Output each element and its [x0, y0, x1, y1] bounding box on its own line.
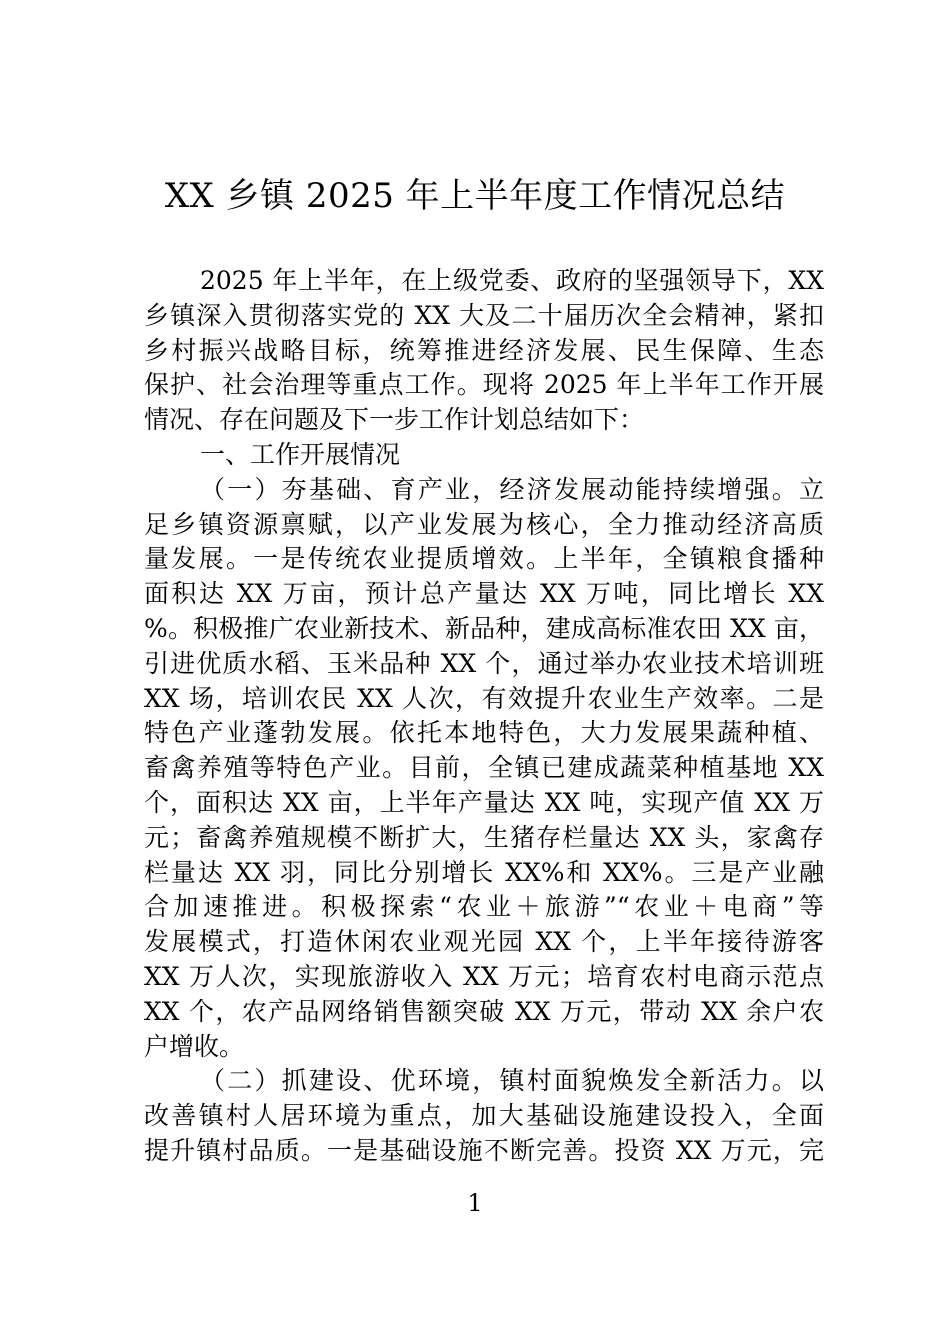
text-line: 乡村振兴战略目标，统筹推进经济发展、民生保障、生态	[144, 335, 824, 365]
document-title: XX 乡镇 2025 年上半年度工作情况总结	[164, 176, 786, 216]
section-heading: 一、工作开展情况	[200, 439, 401, 469]
text-line: 面积达 XX 万亩，预计总产量达 XX 万吨，同比增长 XX	[144, 579, 824, 609]
text-line: 改善镇村人居环境为重点，加大基础设施建设投入，全面	[144, 1101, 824, 1131]
text-line: 乡镇深入贯彻落实党的 XX 大及二十届历次全会精神，紧扣	[144, 300, 824, 330]
text-line: XX 场，培训农民 XX 人次，有效提升农业生产效率。二是	[144, 683, 824, 713]
text-line: 足乡镇资源禀赋，以产业发展为核心，全力推动经济高质	[144, 509, 824, 539]
text-line: 提升镇村品质。一是基础设施不断完善。投资 XX 万元，完	[144, 1135, 824, 1165]
text-line: 特色产业蓬勃发展。依托本地特色，大力发展果蔬种植、	[144, 718, 824, 748]
text-line: 合加速推进。积极探索“农业＋旅游”“农业＋电商”等	[144, 892, 824, 922]
page-number: 1	[467, 1189, 483, 1217]
text-line: %。积极推广农业新技术、新品种，建成高标准农田 XX 亩，	[144, 613, 824, 643]
subsection-heading-line: （一）夯基础、育产业，经济发展动能持续增强。立	[200, 474, 824, 504]
text-line: 个，面积达 XX 亩，上半年产量达 XX 吨，实现产值 XX 万	[144, 787, 824, 817]
text-line: 发展模式，打造休闲农业观光园 XX 个，上半年接待游客	[144, 927, 824, 957]
text-line: 情况、存在问题及下一步工作计划总结如下：	[144, 405, 645, 435]
text-line: XX 万人次，实现旅游收入 XX 万元；培育农村电商示范点	[144, 961, 824, 991]
text-line: 户增收。	[144, 1031, 245, 1061]
text-line: 引进优质水稻、玉米品种 XX 个，通过举办农业技术培训班	[144, 648, 824, 678]
text-line: 量发展。一是传统农业提质增效。上半年，全镇粮食播种	[144, 544, 824, 574]
document-body	[144, 264, 824, 1169]
text-line: 元；畜禽养殖规模不断扩大，生猪存栏量达 XX 头，家禽存	[144, 822, 824, 852]
text-line: 畜禽养殖等特色产业。目前，全镇已建成蔬菜种植基地 XX	[144, 753, 824, 783]
text-line: 栏量达 XX 羽，同比分别增长 XX%和 XX%。三是产业融	[144, 857, 824, 887]
text-line: 保护、社会治理等重点工作。现将 2025 年上半年工作开展	[144, 370, 824, 400]
text-line: XX 个，农产品网络销售额突破 XX 万元，带动 XX 余户农	[144, 996, 824, 1026]
subsection-heading-line: （二）抓建设、优环境，镇村面貌焕发全新活力。以	[200, 1066, 824, 1096]
text-line: 2025 年上半年，在上级党委、政府的坚强领导下，XX	[200, 266, 824, 295]
